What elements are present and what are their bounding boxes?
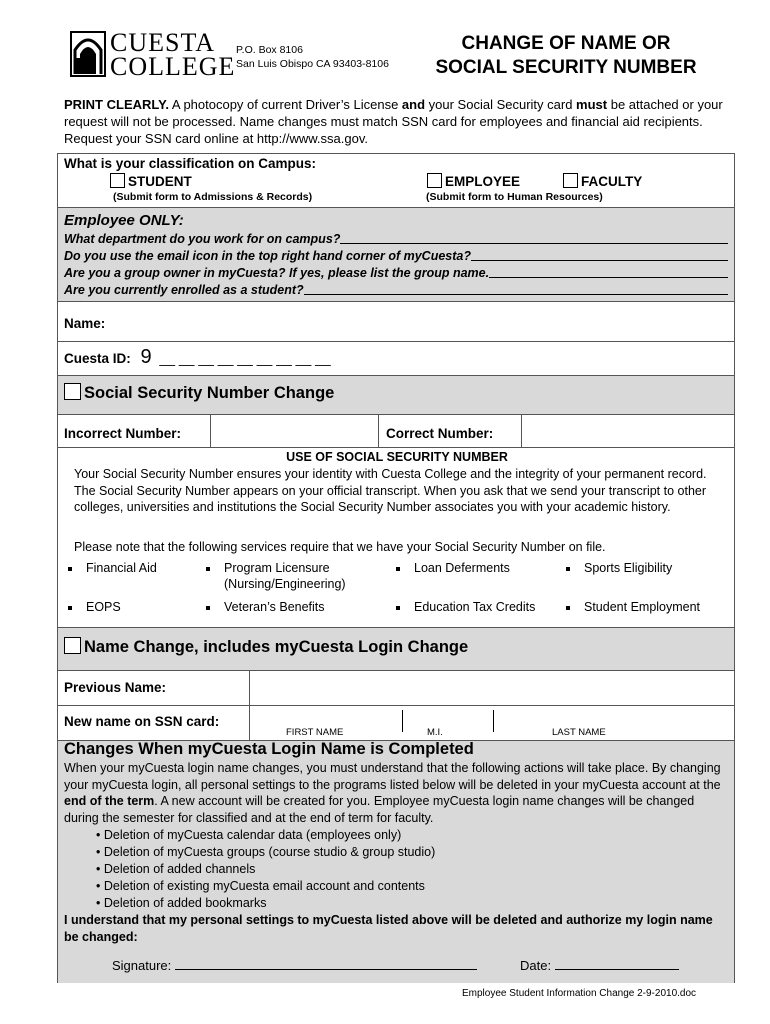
- incorrect-number-label: Incorrect Number:: [64, 426, 182, 441]
- question-enrolled: [64, 282, 728, 299]
- login-changes-heading: Changes When myCuesta Login Name is Completed: [64, 740, 474, 758]
- service-loan-deferments: [396, 560, 510, 576]
- deletion-item: • Deletion of myCuesta groups (course studio & group studio): [96, 845, 436, 859]
- deletion-item: • Deletion of added channels: [96, 862, 256, 876]
- form-body: [57, 153, 735, 983]
- incorrect-number-input[interactable]: [210, 415, 379, 447]
- email-icon-answer-line[interactable]: [471, 248, 728, 261]
- employee-checkbox[interactable]: [427, 173, 442, 188]
- service-veterans-benefits-label: Veteran’s Benefits: [224, 600, 325, 614]
- service-program-licensure-label: Program Licensure (Nursing/Engineering): [224, 561, 346, 591]
- instructions: [64, 96, 744, 147]
- service-program-licensure: [206, 560, 376, 592]
- deletion-item-groups: Deletion of myCuesta groups (course studio & group studio): [103, 845, 436, 859]
- service-student-employment-label: Student Employment: [584, 600, 701, 614]
- name-change-checkbox[interactable]: [64, 637, 81, 654]
- previous-name-label: Previous Name:: [64, 680, 167, 695]
- mailing-address: [236, 43, 389, 71]
- logo-wordmark-top: CUESTA: [110, 28, 216, 57]
- faculty-checkbox[interactable]: [563, 173, 578, 188]
- service-financial-aid-label: Financial Aid: [86, 561, 157, 575]
- name-change-option[interactable]: [64, 637, 468, 657]
- deletion-item: • Deletion of added bookmarks: [96, 896, 267, 910]
- deletion-item-email: Deletion of existing myCuesta email account and contents: [103, 879, 425, 893]
- service-financial-aid: [68, 560, 157, 576]
- first-name-caption: FIRST NAME: [286, 727, 344, 738]
- question-department: [64, 231, 728, 248]
- deletion-list: [96, 827, 435, 912]
- question-group-owner-text: Are you a group owner in myCuesta? If yes, please list the group name.: [64, 266, 490, 280]
- student-note: (Submit form to Admissions & Records): [113, 191, 313, 203]
- form-title: [418, 32, 714, 80]
- login-changes-text-a: When your myCuesta login name changes, you must understand that the following actions will take place. By changing your myCuesta login, all personal settings to the programs listed below will be deleted in your myCuesta account at the: [64, 761, 721, 792]
- first-mi-divider: [402, 710, 403, 732]
- faculty-option[interactable]: [563, 173, 642, 189]
- service-student-employment: [566, 599, 700, 615]
- question-email-icon: [64, 248, 728, 265]
- intro-and: and: [401, 97, 426, 112]
- end-of-term: end of the term: [64, 794, 155, 808]
- correct-number-input[interactable]: [521, 415, 735, 447]
- mi-last-divider: [493, 710, 494, 732]
- address-line-1: P.O. Box 8106: [236, 44, 303, 56]
- signature-line[interactable]: [175, 958, 477, 970]
- employee-option[interactable]: [427, 173, 520, 189]
- service-eops-label: EOPS: [86, 600, 121, 614]
- deletion-item: • Deletion of existing myCuesta email account and contents: [96, 879, 425, 893]
- faculty-label: FACULTY: [581, 174, 643, 189]
- employee-only-heading: Employee ONLY:: [64, 212, 184, 229]
- ssn-change-checkbox[interactable]: [64, 383, 81, 400]
- intro-must: must: [576, 97, 608, 112]
- document-footer: Employee Student Information Change 2-9-2010.doc: [462, 988, 697, 999]
- service-veterans-benefits: [206, 599, 325, 615]
- ssn-change-heading: Social Security Number Change: [84, 384, 335, 402]
- authorization-statement: I understand that my personal settings to myCuesta listed above will be deleted and authorize my login name be changed:: [64, 913, 713, 944]
- print-clearly: PRINT CLEARLY.: [64, 97, 169, 112]
- enrolled-answer-line[interactable]: [304, 282, 728, 295]
- service-eops: [68, 599, 121, 615]
- name-label: Name:: [64, 316, 106, 331]
- deletion-item-channels: Deletion of added channels: [103, 862, 256, 876]
- student-label: STUDENT: [128, 174, 192, 189]
- name-change-heading: Name Change, includes myCuesta Login Change: [84, 638, 469, 656]
- intro-text-b: your Social Security card: [425, 97, 577, 112]
- cuesta-id-prefix: 9: [140, 346, 152, 368]
- date-field[interactable]: [520, 958, 679, 973]
- address-line-2: San Luis Obispo CA 93403-8106: [236, 58, 389, 70]
- intro-text-c: be attached or your request will not be processed. Name changes must match SSN card for employees and financial aid recipients. Request your SSN card online at http://www.ssa.gov.: [64, 97, 723, 146]
- last-name-caption: LAST NAME: [552, 727, 606, 738]
- service-loan-deferments-label: Loan Deferments: [414, 561, 510, 575]
- question-department-text: What department do you work for on campus?: [64, 232, 341, 246]
- signature-label: Signature:: [112, 958, 175, 973]
- title-line-1: CHANGE OF NAME OR: [461, 33, 671, 54]
- service-sports-eligibility: [566, 560, 672, 576]
- date-line[interactable]: [555, 958, 679, 970]
- cuesta-id-label: Cuesta ID:: [64, 351, 131, 366]
- ssn-use-text: Your Social Security Number ensures your identity with Cuesta College and the integrity of your permanent record. The Social Security Number appears on your official transcript. When you ask that we send your transcript to other colleges, universities and institutions the Social Security Number associates you with your academic history.: [74, 467, 707, 514]
- ssn-services-note: Please note that the following services require that we have your Social Security Number on file.: [74, 540, 606, 554]
- employee-label: EMPLOYEE: [445, 174, 521, 189]
- login-changes-paragraph: [64, 760, 728, 826]
- employee-note: (Submit form to Human Resources): [426, 191, 603, 203]
- question-email-icon-text: Do you use the email icon in the top right hand corner of myCuesta?: [64, 249, 471, 263]
- group-owner-answer-line[interactable]: [489, 265, 728, 278]
- intro-text-a: A photocopy of current Driver’s License: [168, 97, 402, 112]
- ssn-use-heading: USE OF SOCIAL SECURITY NUMBER: [286, 450, 508, 464]
- classification-question: What is your classification on Campus:: [64, 156, 317, 171]
- signature-field[interactable]: [112, 958, 477, 973]
- name-input[interactable]: [113, 306, 728, 336]
- question-enrolled-text: Are you currently enrolled as a student?: [64, 283, 304, 297]
- new-name-label: New name on SSN card:: [64, 714, 220, 729]
- student-checkbox[interactable]: [110, 173, 125, 188]
- correct-number-label: Correct Number:: [386, 426, 494, 441]
- deletion-item-calendar: Deletion of myCuesta calendar data (employees only): [103, 828, 402, 842]
- date-label: Date:: [520, 958, 555, 973]
- cuesta-id-blanks[interactable]: __ __ __ __ __ __ __ __ __: [159, 350, 331, 366]
- service-education-tax-credits-label: Education Tax Credits: [414, 600, 536, 614]
- login-changes-text-b: . A new account will be created for you. Employee myCuesta login name changes will be changed during the semester for classified and at the end of term for faculty.: [64, 794, 695, 825]
- department-answer-line[interactable]: [340, 231, 728, 244]
- employee-questions: [64, 231, 728, 299]
- cuesta-id-row: [64, 346, 331, 369]
- logo-wordmark-bottom: COLLEGE: [110, 52, 236, 81]
- service-education-tax-credits: [396, 599, 535, 615]
- service-sports-eligibility-label: Sports Eligibility: [584, 561, 673, 575]
- ssn-change-option[interactable]: [64, 383, 334, 403]
- mi-caption: M.I.: [427, 727, 443, 738]
- student-option[interactable]: [110, 173, 192, 189]
- title-line-2: SOCIAL SECURITY NUMBER: [435, 57, 697, 78]
- deletion-item: • Deletion of myCuesta calendar data (employees only): [96, 828, 402, 842]
- question-group-owner: [64, 265, 728, 282]
- college-logo-emblem: [70, 28, 106, 78]
- previous-name-input[interactable]: [249, 671, 737, 705]
- deletion-item-bookmarks: Deletion of added bookmarks: [103, 896, 267, 910]
